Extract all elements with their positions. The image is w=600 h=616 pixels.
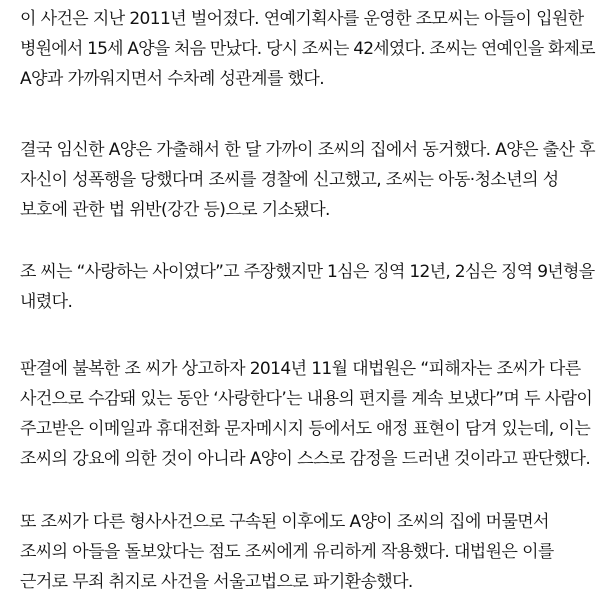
paragraph-line: 근거로 무죄 취지로 사건을 서울고법으로 파기환송했다. [20,572,413,592]
paragraph-2 [20,135,595,225]
paragraph-line: 이 사건은 지난 2011년 벌어졌다. 연예기획사를 운영한 조모씨는 아들이 입원한 [20,9,584,29]
paragraph-line: A양과 가까워지면서 수차례 성관계를 했다. [20,69,325,89]
paragraph-line: 조씨의 아들을 돌보았다는 점도 조씨에게 유리하게 작용했다. 대법원은 이를 [20,542,554,562]
paragraph-line: 병원에서 15세 A양을 처음 만났다. 당시 조씨는 42세였다. 조씨는 연예인을 화제로 [20,39,595,59]
paragraph-line: 사건으로 수감돼 있는 동안 ‘사랑한다’는 내용의 편지를 계속 보냈다”며 두 사람이 [20,389,593,409]
paragraph-line: 또 조씨가 다른 형사사건으로 구속된 이후에도 A양이 조씨의 집에 머물면서 [20,512,549,532]
paragraph-line: 주고받은 이메일과 휴대전화 문자메시지 등에서도 애정 표현이 담겨 있는데, 이는 [20,419,591,439]
paragraph-line: 내렸다. [20,292,73,312]
paragraph-4 [20,354,592,474]
paragraph-line: 결국 임신한 A양은 가출해서 한 달 가까이 조씨의 집에서 동거했다. A양은 출산 후 [20,140,595,160]
paragraph-line: 판결에 불복한 조 씨가 상고하자 2014년 11월 대법원은 “피해자는 조씨가 다른 [20,359,581,379]
paragraph-5 [20,507,554,597]
paragraph-1 [20,4,595,94]
paragraph-line: 조씨의 강요에 의한 것이 아니라 A양이 스스로 감정을 드러낸 것이라고 판단했다. [20,449,591,469]
paragraph-line: 조 씨는 “사랑하는 사이였다”고 주장했지만 1심은 징역 12년, 2심은 징역 9년형을 [20,262,595,282]
paragraph-3 [20,257,594,317]
paragraph-line: 보호에 관한 법 위반(강간 등)으로 기소됐다. [20,200,330,220]
paragraph-line: 자신이 성폭행을 당했다며 조씨를 경찰에 신고했고, 조씨는 아동·청소년의 성 [20,170,559,190]
